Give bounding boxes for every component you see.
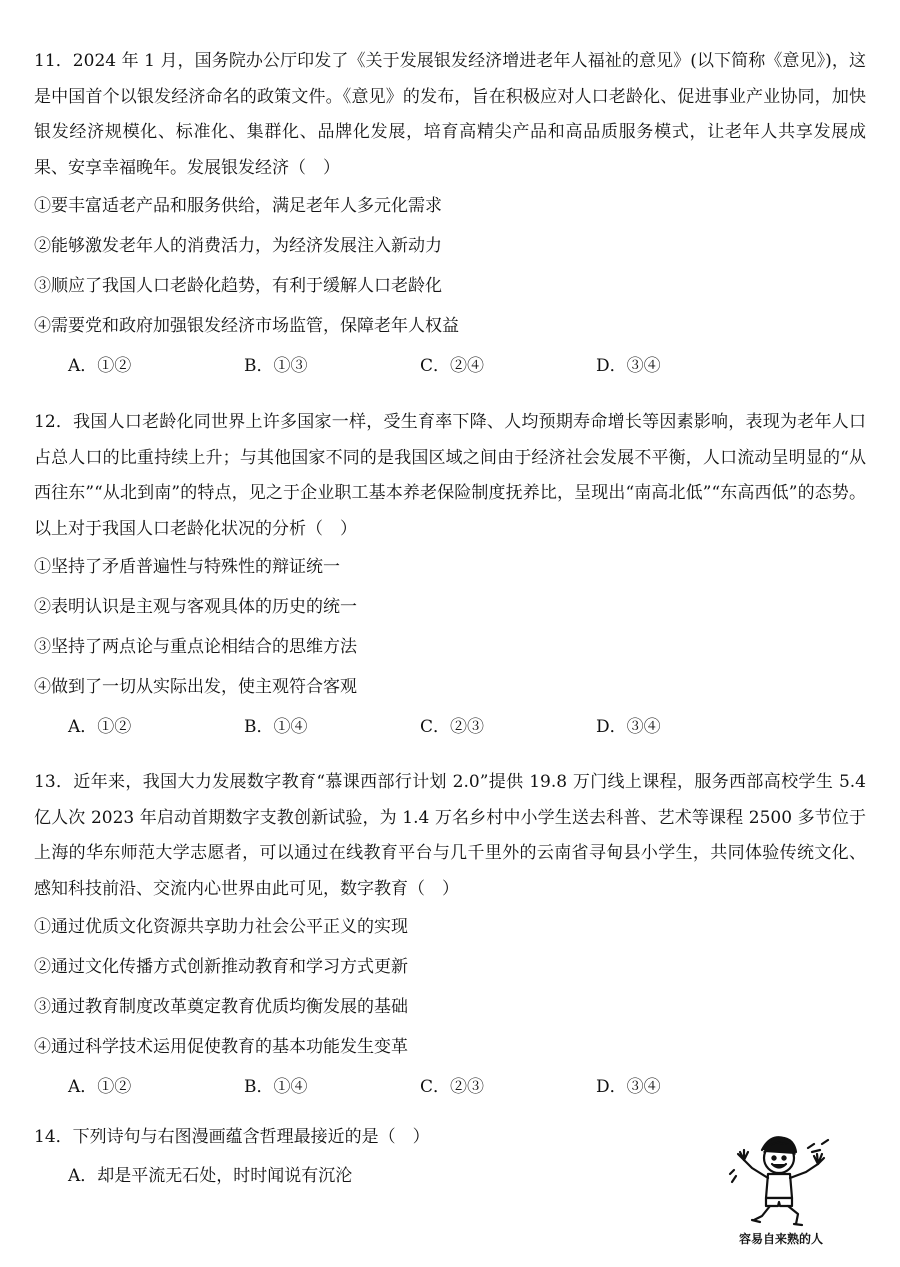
question-11-option-2: ②能够激发老年人的消费活力，为经济发展注入新动力 xyxy=(34,236,442,256)
question-14-option-a[interactable]: A．却是平流无石处，时时闻说有沉沦 xyxy=(68,1165,353,1186)
question-11-option-3: ③顺应了我国人口老龄化趋势，有利于缓解人口老龄化 xyxy=(34,276,442,296)
choice-a[interactable]: A．①② xyxy=(68,356,132,376)
question-13-option-2: ②通过文化传播方式创新推动教育和学习方式更新 xyxy=(34,957,408,977)
choice-a[interactable]: A．①② xyxy=(68,1077,132,1097)
question-11-option-1: ①要丰富适老产品和服务供给，满足老年人多元化需求 xyxy=(34,196,442,216)
question-12-option-4: ④做到了一切从实际出发，使主观符合客观 xyxy=(34,677,357,697)
question-13 xyxy=(34,765,866,1107)
cartoon-illustration xyxy=(722,1130,840,1267)
question-13-option-4: ④通过科学技术运用促使教育的基本功能发生变革 xyxy=(34,1037,408,1057)
question-11-stem: 11．2024 年 1 月，国务院办公厅印发了《关于发展银发经济增进老年人福祉的意见》(以下简称《意见》)，这是中国首个以银发经济命名的政策文件。《意见》的发布，旨在积极应对人口老龄化、促进事业产业协同，加快银发经济规模化、标准化、集群化、品牌化发展，培育高精尖产品和高品质服务模式，让老年人共享发展成果、安享幸福晚年。发展银发经济（ ） xyxy=(34,51,866,178)
question-14-stem: 14．下列诗句与右图漫画蕴含哲理最接近的是（ ） xyxy=(34,1127,430,1147)
choice-b[interactable]: B．①③ xyxy=(244,356,308,376)
choice-c[interactable]: C．②③ xyxy=(420,717,485,737)
choice-b[interactable]: B．①④ xyxy=(244,1077,308,1097)
question-14 xyxy=(34,1120,694,1196)
question-12-stem: 12．我国人口老龄化同世界上许多国家一样，受生育率下降、人均预期寿命增长等因素影响，表现为老年人口占总人口的比重持续上升；与其他国家不同的是我国区域之间由于经济社会发展不平衡，人口流动呈明显的“从西往东”“从北到南”的特点，见之于企业职工基本养老保险制度抚养比，呈现出“南高北低”“东高西低”的态势。以上对于我国人口老龄化状况的分析（ ） xyxy=(34,412,866,539)
question-12-option-3: ③坚持了两点论与重点论相结合的思维方法 xyxy=(34,637,357,657)
question-11 xyxy=(34,44,866,386)
choice-a[interactable]: A．①② xyxy=(68,717,132,737)
question-12 xyxy=(34,405,866,747)
choice-d[interactable]: D．③④ xyxy=(596,717,661,737)
question-11-option-4: ④需要党和政府加强银发经济市场监管，保障老年人权益 xyxy=(34,316,459,336)
question-11-choices xyxy=(68,346,866,386)
choice-c[interactable]: C．②④ xyxy=(420,356,485,376)
choice-d[interactable]: D．③④ xyxy=(596,1077,661,1097)
question-13-choices xyxy=(68,1067,866,1107)
question-13-stem: 13．近年来，我国大力发展数字教育“慕课西部行计划 2.0”提供 19.8 万门线上课程，服务西部高校学生 5.4 亿人次 2023 年启动首期数字支教创新试验，为 1.4 万名乡村中小学生送去科普、艺术等课程 2500 多节位于上海的华东师范大学志愿者，可以通过在线教育平台与几千里外的云南省寻甸县小学生，共同体验传统文化、感知科技前沿、交流内心世界由此可见，数字教育（ ） xyxy=(34,772,866,899)
choice-d[interactable]: D．③④ xyxy=(596,356,661,376)
question-12-option-2: ②表明认识是主观与客观具体的历史的统一 xyxy=(34,597,357,617)
cartoon-caption: 容易自来熟的人 xyxy=(738,1232,823,1246)
question-12-choices xyxy=(68,707,866,747)
question-12-option-1: ①坚持了矛盾普遍性与特殊性的辩证统一 xyxy=(34,557,340,577)
choice-b[interactable]: B．①④ xyxy=(244,717,308,737)
cartoon-figure-icon xyxy=(722,1130,840,1230)
question-13-option-3: ③通过教育制度改革奠定教育优质均衡发展的基础 xyxy=(34,997,408,1017)
question-13-option-1: ①通过优质文化资源共享助力社会公平正义的实现 xyxy=(34,917,408,937)
choice-c[interactable]: C．②③ xyxy=(420,1077,485,1097)
